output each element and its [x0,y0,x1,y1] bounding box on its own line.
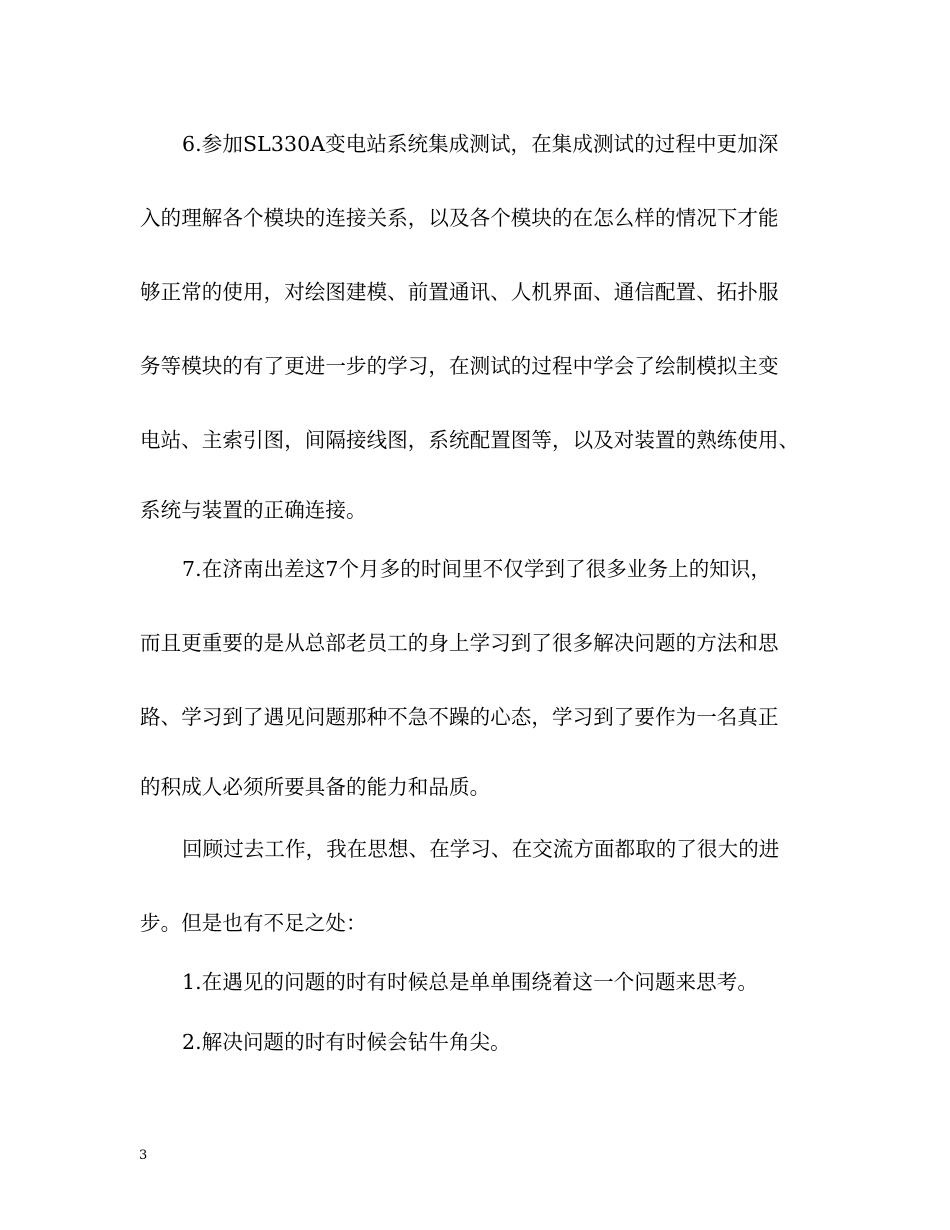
paragraph-7-line-3: 路、学习到了遇见问题那种不急不躁的心态，学习到了要作为一名真正 [140,705,779,729]
paragraph-6-line-4: 务等模块的有了更进一步的学习，在测试的过程中学会了绘制模拟主变 [140,354,779,378]
shortcoming-item-1: 1.在遇见的问题的时有时候总是单单围绕着这一个问题来思考。 [182,970,758,994]
paragraph-6-line-3: 够正常的使用，对绘图建模、前置通讯、人机界面、通信配置、拓扑服 [140,280,779,304]
paragraph-7-line-4: 的积成人必须所要具备的能力和品质。 [140,775,491,799]
page-number: 3 [139,1148,148,1163]
paragraph-6-line-5: 电站、主索引图，间隔接线图，系统配置图等，以及对装置的熟练使用、 [140,428,800,452]
paragraph-6-line-2: 入的理解各个模块的连接关系，以及各个模块的在怎么样的情况下才能 [140,206,779,230]
shortcoming-item-2: 2.解决问题的时有时候会钻牛角尖。 [182,1030,511,1054]
paragraph-7-line-2: 而且更重要的是从总部老员工的身上学习到了很多解决问题的方法和思 [140,631,779,655]
review-paragraph-line-2: 步。但是也有不足之处： [140,911,367,935]
paragraph-6-line-1: 6.参加SL330A变电站系统集成测试，在集成测试的过程中更加深 [182,132,779,156]
review-paragraph-line-1: 回顾过去工作，我在思想、在学习、在交流方面都取的了很大的进 [182,837,780,861]
paragraph-7-line-1: 7.在济南出差这7个月多的时间里不仅学到了很多业务上的知识， [182,557,772,581]
paragraph-6-line-6: 系统与装置的正确连接。 [140,498,367,522]
